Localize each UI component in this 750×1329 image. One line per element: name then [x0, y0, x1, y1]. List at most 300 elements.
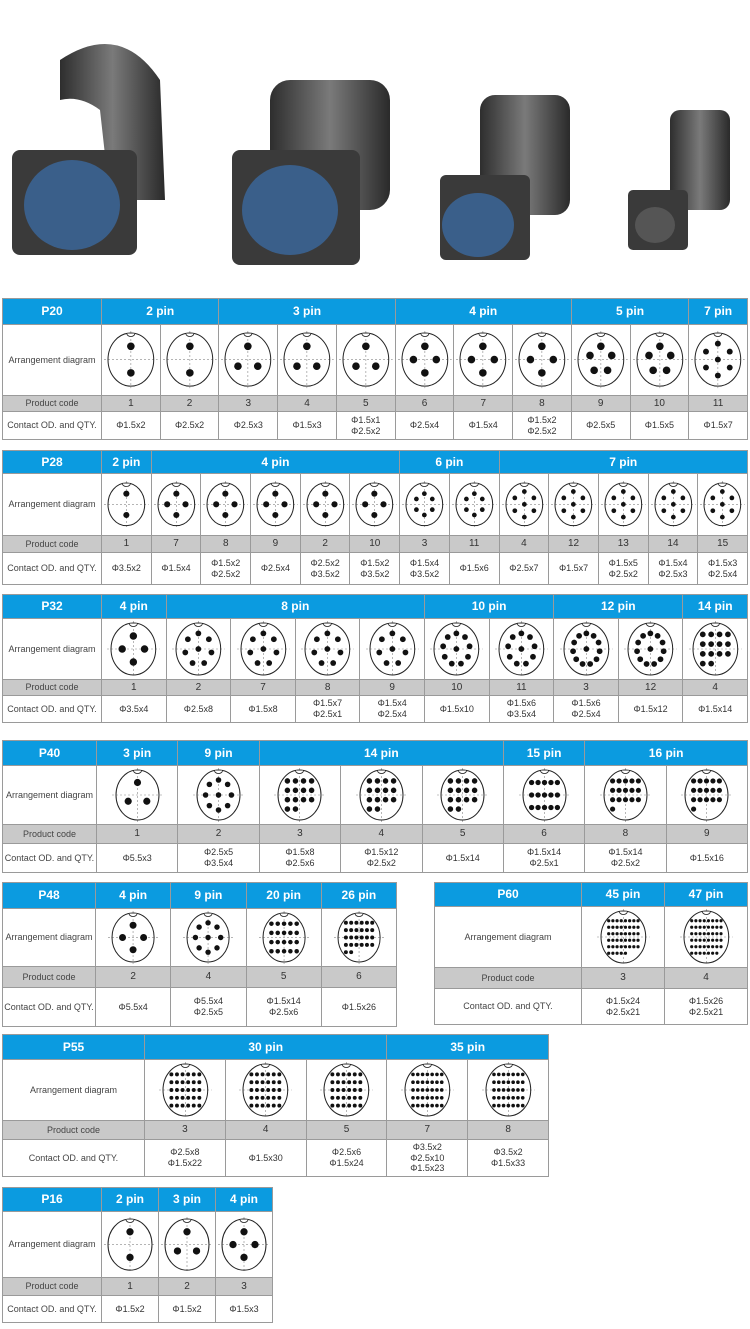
arrangement-diagram: [251, 474, 300, 535]
contact-spec: [360, 696, 424, 722]
pin-dot: [272, 1080, 276, 1084]
pin-dot: [516, 1104, 520, 1108]
pin-dot: [130, 946, 137, 953]
pin-dot: [636, 939, 639, 942]
product-code: 4: [171, 967, 245, 987]
row-label-arrangement: Arrangement diagram: [3, 766, 96, 824]
pin-dot: [711, 919, 714, 922]
pin-dot: [372, 363, 380, 371]
pin-dot: [715, 919, 718, 922]
arrangement-diagram: [96, 909, 170, 966]
contact-line: Φ2.5x4: [409, 420, 440, 431]
contact-line: Φ1.5x33: [490, 1158, 526, 1168]
pin-dot: [127, 369, 135, 377]
pin-dot: [715, 357, 721, 363]
pin-dot: [383, 660, 389, 666]
pin-dot: [269, 940, 274, 945]
pin-dot: [632, 919, 635, 922]
row-label-contact: Contact OD. and QTY.: [3, 553, 101, 584]
pin-dot: [421, 1080, 425, 1084]
pin-dot: [375, 806, 381, 812]
pin-arrangement-icon: [217, 1216, 271, 1273]
pin-dot: [281, 940, 286, 945]
product-code: 4: [341, 825, 421, 843]
pin-arrangement-icon: [397, 330, 453, 389]
pin-dot: [708, 661, 714, 667]
pin-dot: [623, 778, 628, 783]
arrangement-diagram: [219, 325, 277, 395]
angled-circular-connector-image: [12, 44, 165, 255]
pin-dot: [186, 1096, 190, 1100]
contact-line: Φ1.5x1: [351, 414, 381, 425]
pin-dot: [497, 1073, 501, 1077]
pin-dot: [422, 513, 427, 518]
contact-spec: [337, 412, 395, 439]
pin-dot: [531, 496, 536, 501]
contact-spec: [102, 1296, 158, 1322]
pin-group-header: 5 pin: [572, 299, 688, 324]
pin-dot: [707, 919, 710, 922]
pin-dot: [467, 643, 473, 649]
pin-dot: [571, 515, 576, 520]
pin-dot: [425, 1088, 429, 1092]
pin-dot: [512, 496, 517, 501]
pin-dot: [607, 945, 610, 948]
pin-dot: [180, 1088, 184, 1092]
pin-dot: [694, 932, 697, 935]
product-code: 11: [490, 680, 554, 695]
pin-dot: [266, 660, 272, 666]
product-code: 1: [102, 396, 160, 411]
contact-line: Φ1.5x5: [644, 420, 674, 431]
pin-dot: [336, 1080, 340, 1084]
pin-dot: [185, 636, 191, 642]
product-code: 4: [683, 680, 747, 695]
pin-group-header: 20 pin: [247, 883, 321, 908]
row-label-contact: Contact OD. and QTY.: [3, 696, 101, 722]
contact-line: Φ1.5x2: [115, 1303, 145, 1314]
pin-dot: [416, 1096, 420, 1100]
contact-line: Φ1.5x3: [229, 1303, 259, 1314]
connector-table-p48: [2, 882, 397, 1027]
pin-dot: [581, 496, 586, 501]
product-code: 5: [247, 967, 321, 987]
pin-dot: [422, 491, 427, 496]
contact-spec: [322, 988, 396, 1026]
pin-dot: [707, 952, 710, 955]
arrangement-diagram: [350, 474, 399, 535]
pin-dot: [458, 661, 464, 667]
connector-table-p28: [2, 450, 748, 585]
pin-arrangement-icon: [160, 1216, 214, 1273]
contact-line: Φ2.5x5: [586, 420, 616, 431]
contact-line: Φ1.5x10: [439, 703, 474, 714]
pin-dot: [201, 660, 207, 666]
pin-dot: [541, 805, 546, 810]
pin-arrangement-icon: [550, 480, 597, 529]
pin-dot: [707, 945, 710, 948]
product-code: 10: [350, 536, 399, 552]
contact-line: Φ1.5x14: [526, 847, 562, 858]
pin-dot: [281, 921, 286, 926]
product-code: 6: [322, 967, 396, 987]
pin-arrangement-icon: [573, 330, 629, 389]
pin-dot: [715, 932, 718, 935]
pin-dot: [604, 367, 612, 375]
pin-dot: [648, 631, 654, 637]
pin-arrangement-icon: [481, 1061, 536, 1119]
product-code: 4: [665, 968, 747, 988]
pin-dot: [708, 632, 714, 638]
contact-spec: [226, 1140, 306, 1176]
pin-dot: [615, 926, 618, 929]
pin-dot: [169, 1096, 173, 1100]
pin-dot: [611, 939, 614, 942]
product-code: 4: [226, 1121, 306, 1139]
pin-arrangement-icon: [319, 1061, 374, 1119]
product-code: 8: [513, 396, 571, 411]
contact-line: Φ3.5x2: [409, 568, 440, 579]
pin-dot: [698, 945, 701, 948]
contact-line: Φ1.5x30: [248, 1152, 283, 1163]
pin-arrangement-icon: [351, 480, 398, 529]
pin-dot: [623, 926, 626, 929]
pin-dot: [581, 509, 586, 514]
pin-dot: [141, 645, 148, 652]
contact-line: Φ1.5x26: [688, 995, 724, 1006]
pin-dot: [528, 780, 533, 785]
pin-dot: [342, 1096, 346, 1100]
pin-dot: [344, 928, 348, 932]
pin-dot: [623, 788, 628, 793]
pin-dot: [550, 356, 558, 364]
pin-dot: [554, 792, 559, 797]
pin-dot: [272, 1096, 276, 1100]
arrangement-diagram: [322, 909, 396, 966]
pin-dot: [497, 1096, 501, 1100]
pin-dot: [702, 919, 705, 922]
pin-dot: [511, 1073, 515, 1077]
pin-arrangement-icon: [690, 330, 746, 389]
pin-dot: [331, 1080, 335, 1084]
pin-dot: [516, 1088, 520, 1092]
arrangement-diagram: [631, 325, 689, 395]
pin-dot: [554, 780, 559, 785]
arrangement-diagram: [698, 474, 747, 535]
arrangement-diagram: [247, 909, 321, 966]
pin-dot: [628, 926, 631, 929]
pin-dot: [435, 1088, 439, 1092]
pin-arrangement-icon: [171, 620, 226, 678]
pin-dot: [711, 945, 714, 948]
pin-dot: [628, 932, 631, 935]
product-code: 5: [307, 1121, 387, 1139]
connector-table-p32: [2, 594, 748, 723]
arrangement-diagram: [296, 619, 360, 679]
pin-dot: [358, 1072, 362, 1076]
contact-line: Φ1.5x12: [633, 703, 668, 714]
pin-dot: [123, 491, 129, 497]
product-code: 9: [360, 680, 424, 695]
contact-spec: [178, 844, 258, 872]
pin-dot: [611, 945, 614, 948]
pin-dot: [126, 1254, 133, 1261]
pin-dot: [123, 512, 129, 518]
product-code: 9: [667, 825, 747, 843]
contact-line: Φ1.5x3: [708, 557, 738, 568]
pin-dot: [365, 936, 369, 940]
contact-line: Φ2.5x3: [658, 568, 688, 579]
pin-dot: [521, 1096, 525, 1100]
pin-dot: [331, 1104, 335, 1108]
connector-table-p60: [434, 882, 748, 1025]
pin-dot: [342, 1104, 346, 1108]
pin-dot: [360, 936, 364, 940]
contact-line: Φ2.5x4: [708, 568, 738, 579]
contact-spec: [631, 412, 689, 439]
pin-dot: [636, 778, 641, 783]
pin-dot: [707, 932, 710, 935]
pin-dot: [623, 945, 626, 948]
pin-dot: [251, 1241, 258, 1248]
row-label-arrangement: Arrangement diagram: [3, 909, 95, 966]
pin-dot: [616, 797, 621, 802]
pin-dot: [629, 778, 634, 783]
pin-dot: [196, 631, 202, 637]
pin-dot: [119, 934, 126, 941]
pin-dot: [727, 349, 733, 355]
pin-dot: [691, 778, 696, 783]
series-name: P28: [3, 451, 101, 473]
pin-dot: [349, 921, 353, 925]
pin-dot: [623, 919, 626, 922]
pin-dot: [375, 797, 381, 803]
pin-dot: [370, 936, 374, 940]
pin-dot: [730, 496, 735, 501]
contact-spec: [423, 844, 503, 872]
pin-dot: [255, 1088, 259, 1092]
pin-dot: [501, 1104, 505, 1108]
product-code: 1: [102, 1278, 158, 1295]
pin-dot: [611, 932, 614, 935]
contact-line: Φ2.5x2: [608, 568, 638, 579]
pin-dot: [448, 778, 454, 784]
pin-dot: [124, 798, 131, 805]
pin-dot: [541, 792, 546, 797]
pin-arrangement-icon: [518, 767, 571, 823]
pin-dot: [680, 509, 685, 514]
pin-dot: [140, 934, 147, 941]
contact-line: Φ3.5x4: [203, 858, 234, 868]
pin-dot: [719, 939, 722, 942]
pin-dot: [611, 952, 614, 955]
pin-dot: [698, 926, 701, 929]
pin-dot: [347, 1096, 351, 1100]
contact-line: Φ3.5x2: [493, 1147, 523, 1158]
pin-group-header: 35 pin: [387, 1035, 548, 1059]
contact-line: Φ2.5x6: [331, 1147, 362, 1158]
pin-dot: [314, 636, 320, 642]
pin-dot: [456, 806, 462, 812]
pin-dot: [285, 778, 291, 784]
pin-dot: [301, 797, 307, 803]
pin-dot: [342, 1088, 346, 1092]
pin-dot: [421, 1096, 425, 1100]
pin-dot: [616, 788, 621, 793]
pin-dot: [615, 945, 618, 948]
pin-dot: [197, 1088, 201, 1092]
pin-dot: [690, 926, 693, 929]
pin-dot: [440, 1073, 444, 1077]
pin-dot: [636, 919, 639, 922]
pin-dot: [209, 650, 215, 656]
pin-dot: [548, 792, 553, 797]
arrangement-diagram: [582, 907, 664, 967]
product-code: 3: [582, 968, 664, 988]
pin-arrangement-icon: [436, 767, 489, 823]
pin-dot: [278, 1072, 282, 1076]
product-code: 3: [260, 825, 340, 843]
contact-line: Φ1.5x4: [468, 420, 498, 431]
pin-dot: [691, 797, 696, 802]
pin-arrangement-icon: [106, 620, 161, 678]
pin-dot: [254, 660, 260, 666]
series-name: P60: [435, 883, 581, 906]
pin-dot: [644, 661, 650, 667]
pin-dot: [294, 931, 299, 936]
product-code: 2: [96, 967, 170, 987]
pin-dot: [175, 1080, 179, 1084]
pin-arrangement-icon: [182, 910, 234, 965]
pin-group-header: 4 pin: [96, 883, 170, 908]
product-photos: [0, 0, 750, 290]
contact-spec: [216, 1296, 272, 1322]
pin-dot: [395, 660, 401, 666]
pin-dot: [206, 935, 211, 940]
pin-dot: [690, 945, 693, 948]
pin-dot: [293, 778, 299, 784]
pin-dot: [358, 1096, 362, 1100]
contact-spec: [350, 553, 399, 584]
pin-dot: [464, 507, 469, 512]
pin-dot: [353, 1104, 357, 1108]
pin-arrangement-icon: [238, 1061, 293, 1119]
pin-dot: [634, 648, 640, 654]
pin-dot: [261, 1080, 265, 1084]
pin-dot: [358, 1088, 362, 1092]
pin-dot: [730, 509, 735, 514]
contact-line: Φ1.5x5: [608, 557, 638, 568]
pin-dot: [704, 778, 709, 783]
contact-spec: [102, 553, 151, 584]
contact-line: Φ1.5x4: [409, 557, 440, 568]
pin-arrangement-icon: [162, 330, 218, 389]
arrangement-diagram: [161, 325, 219, 395]
row-label-arrangement: Arrangement diagram: [3, 474, 101, 535]
pin-dot: [288, 949, 293, 954]
series-name: P55: [3, 1035, 144, 1059]
contact-line: Φ1.5x14: [445, 852, 480, 863]
arrangement-diagram: [585, 766, 665, 824]
contact-line: Φ2.5x2: [610, 858, 641, 868]
contact-spec: [425, 696, 489, 722]
contact-spec: [97, 844, 177, 872]
contact-line: Φ1.5x4: [658, 557, 688, 568]
pin-arrangement-icon: [355, 767, 408, 823]
contact-line: Φ1.5x8: [248, 703, 278, 714]
pin-dot: [593, 656, 599, 662]
pin-dot: [660, 640, 666, 646]
pin-dot: [532, 643, 538, 649]
product-code: 8: [201, 536, 250, 552]
pin-dot: [169, 1072, 173, 1076]
pin-dot: [325, 631, 331, 637]
pin-dot: [134, 779, 141, 786]
pin-dot: [432, 356, 440, 364]
pin-arrangement-icon: [273, 767, 326, 823]
pin-arrangement-icon: [103, 330, 159, 389]
pin-dot: [232, 501, 238, 507]
pin-dot: [416, 1088, 420, 1092]
pin-dot: [349, 950, 353, 954]
product-code: 2: [159, 1278, 215, 1295]
arrangement-diagram: [102, 619, 166, 679]
contact-line: Φ2.5x4: [260, 563, 291, 574]
pin-dot: [715, 341, 721, 347]
pin-dot: [319, 660, 325, 666]
pin-dot: [309, 788, 315, 794]
contact-spec: [689, 412, 747, 439]
pin-dot: [671, 489, 676, 494]
pin-group-header: 2 pin: [102, 299, 218, 324]
contact-spec: [260, 844, 340, 872]
pin-dot: [250, 1088, 254, 1092]
pin-dot: [527, 356, 535, 364]
pin-dot: [271, 636, 277, 642]
contact-line: Φ2.5x2: [211, 568, 241, 579]
product-code: 7: [231, 680, 295, 695]
pin-dot: [354, 943, 358, 947]
arrangement-diagram: [572, 325, 630, 395]
contact-line: Φ2.5x2: [310, 557, 340, 568]
pin-dot: [694, 919, 697, 922]
pin-dot: [719, 919, 722, 922]
pin-arrangement-icon: [338, 330, 394, 389]
pin-dot: [196, 646, 202, 652]
pin-dot: [186, 1104, 190, 1108]
contact-line: Φ1.5x2: [211, 557, 241, 568]
pin-dot: [690, 952, 693, 955]
product-code: 10: [631, 396, 689, 411]
pin-dot: [130, 922, 137, 929]
pin-dot: [275, 931, 280, 936]
pin-dot: [607, 919, 610, 922]
pin-dot: [229, 1241, 236, 1248]
pin-dot: [365, 943, 369, 947]
arrangement-diagram: [260, 766, 340, 824]
pin-dot: [197, 924, 202, 929]
contact-spec: [296, 696, 360, 722]
product-code: 7: [152, 536, 201, 552]
contact-spec: [400, 553, 449, 584]
pin-dot: [180, 1080, 184, 1084]
row-label-arrangement: Arrangement diagram: [3, 1060, 144, 1120]
pin-dot: [358, 1080, 362, 1084]
pin-dot: [610, 797, 615, 802]
pin-dot: [278, 1104, 282, 1108]
pin-dot: [715, 373, 721, 379]
pin-dot: [720, 502, 725, 507]
